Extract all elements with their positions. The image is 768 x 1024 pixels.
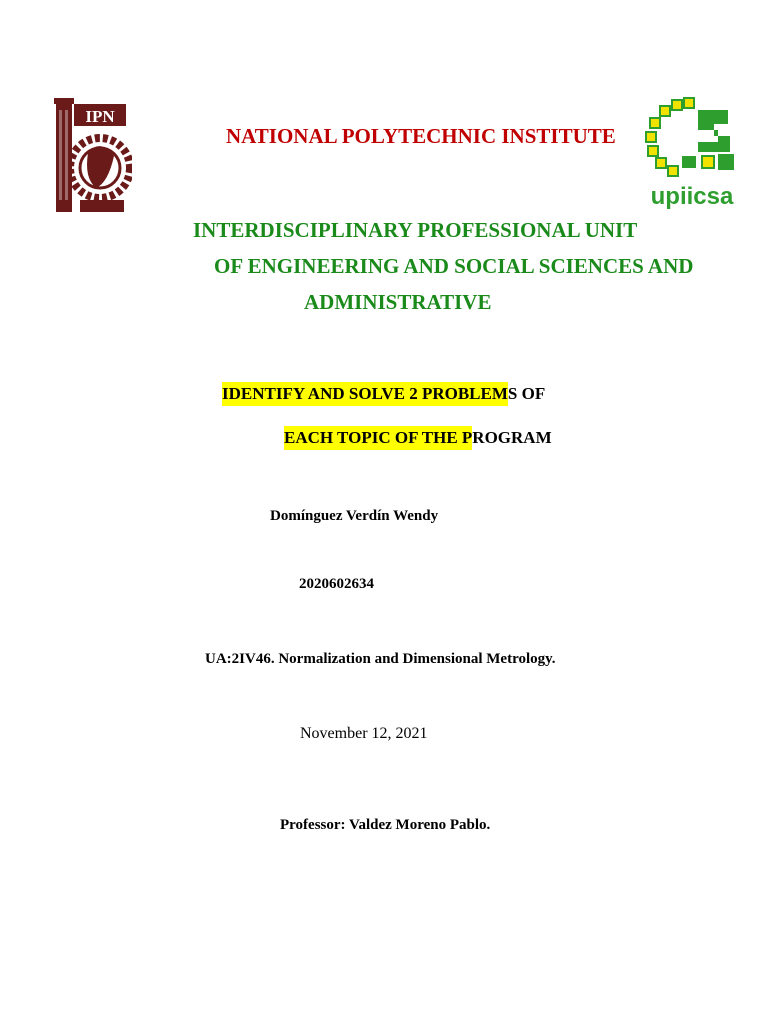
assignment-title-rest-2: ROGRAM	[472, 428, 552, 447]
assignment-title-line-2	[284, 428, 552, 448]
ipn-logo-text: IPN	[85, 107, 115, 126]
institute-title: NATIONAL POLYTECHNIC INSTITUTE	[226, 124, 616, 148]
document-date: November 12, 2021	[300, 725, 428, 742]
assignment-title-highlight-2: EACH TOPIC OF THE P	[284, 426, 472, 450]
student-name: Domínguez Verdín Wendy	[270, 508, 439, 524]
upiicsa-logo-text: upiicsa	[650, 183, 734, 210]
unit-name-line-2: OF ENGINEERING AND SOCIAL SCIENCES AND	[214, 254, 694, 278]
ipn-logo	[52, 98, 132, 218]
assignment-title-rest-1: S OF	[507, 384, 546, 403]
unit-name-line-1: INTERDISCIPLINARY PROFESSIONAL UNIT	[193, 218, 638, 242]
student-id: 2020602634	[299, 576, 374, 592]
professor-name: Professor: Valdez Moreno Pablo.	[280, 817, 491, 833]
upiicsa-logo	[642, 96, 740, 214]
unit-name-line-3: ADMINISTRATIVE	[304, 290, 492, 314]
ipn-emblem-icon	[52, 98, 132, 218]
assignment-title-highlight-1: IDENTIFY AND SOLVE 2 PROBLEM	[222, 382, 508, 406]
assignment-title-line-1	[222, 384, 545, 404]
course-name: UA:2IV46. Normalization and Dimensional Metrology.	[205, 651, 556, 667]
upiicsa-emblem-icon	[642, 96, 740, 214]
